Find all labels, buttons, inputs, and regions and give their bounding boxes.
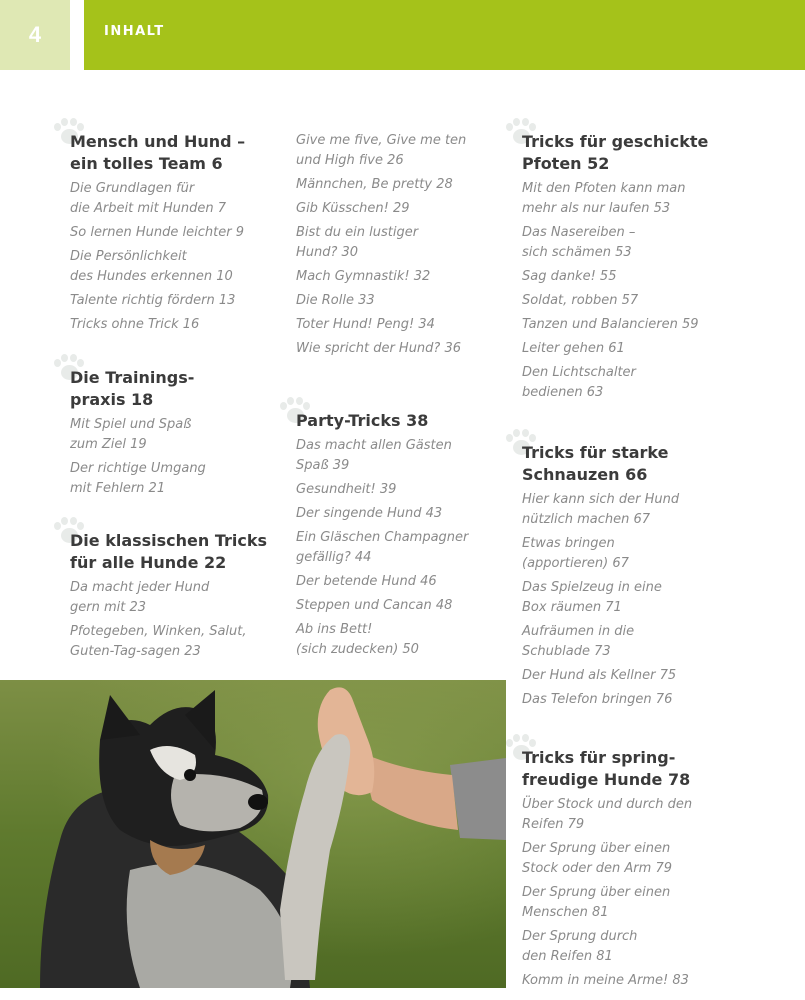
toc-entry: Komm in meine Arme! 83	[522, 973, 689, 988]
toc-entry: Der Hund als Kellner 75	[522, 668, 677, 683]
toc-entry: Bist du ein lustiger Hund? 30	[296, 225, 419, 260]
toc-entry: Toter Hund! Peng! 34	[296, 317, 435, 332]
page-number: 4	[28, 22, 42, 47]
toc-entry: Sag danke! 55	[522, 269, 617, 284]
toc-section-starke-schnauzen	[522, 442, 737, 710]
section-title: Party-Tricks 38	[296, 411, 429, 430]
toc-entry: Aufräumen in die Schublade 73	[522, 624, 635, 659]
toc-entry: Tanzen und Balancieren 59	[522, 317, 699, 332]
section-title: Tricks für spring- freudige Hunde 78	[522, 748, 691, 789]
page-title: INHALT	[104, 24, 165, 39]
toc-entry: So lernen Hunde leichter 9	[70, 225, 244, 240]
toc-entry: Da macht jeder Hund gern mit 23	[70, 580, 210, 615]
toc-entry: Gib Küsschen! 29	[296, 201, 410, 216]
toc-entry: Steppen und Cancan 48	[296, 598, 453, 613]
toc-entry: Die Rolle 33	[296, 293, 375, 308]
section-title: Tricks für starke Schnauzen 66	[522, 443, 669, 484]
toc-entry: Give me five, Give me ten und High five 26	[296, 133, 467, 168]
toc-section-mensch-und-hund	[70, 131, 285, 335]
toc-entry: Das Spielzeug in eine Box räumen 71	[522, 580, 662, 615]
toc-entry: Mach Gymnastik! 32	[296, 269, 431, 284]
toc-entry: Der Sprung über einen Menschen 81	[522, 885, 671, 920]
toc-section-klassische-tricks	[70, 530, 285, 662]
toc-entry: Der betende Hund 46	[296, 574, 437, 589]
toc-entry: Den Lichtschalter bedienen 63	[522, 365, 636, 400]
toc-entry: Das Nasereiben – sich schämen 53	[522, 225, 636, 260]
toc-entry: Etwas bringen (apportieren) 67	[522, 536, 629, 571]
toc-entry: Über Stock und durch den Reifen 79	[522, 797, 693, 832]
section-title: Tricks für geschickte Pfoten 52	[522, 132, 709, 173]
section-title: Mensch und Hund – ein tolles Team 6	[70, 132, 246, 173]
section-title: Die Trainings- praxis 18	[70, 368, 195, 409]
toc-entry: Soldat, robben 57	[522, 293, 639, 308]
toc-entry: Leiter gehen 61	[522, 341, 625, 356]
header-bar	[84, 0, 805, 70]
toc-entry: Das macht allen Gästen Spaß 39	[296, 438, 452, 473]
toc-continued-entries	[296, 131, 506, 359]
toc-entry: Tricks ohne Trick 16	[70, 317, 200, 332]
toc-entry: Mit den Pfoten kann man mehr als nur laufen 53	[522, 181, 686, 216]
toc-entry: Gesundheit! 39	[296, 482, 397, 497]
section-title: Die klassischen Tricks für alle Hunde 22	[70, 531, 268, 572]
toc-entry: Das Telefon bringen 76	[522, 692, 673, 707]
toc-entry: Pfotegeben, Winken, Salut, Guten-Tag-sagen 23	[70, 624, 247, 659]
dog-high-five-photo	[0, 680, 506, 988]
page-number-box	[0, 0, 70, 70]
toc-entry: Der richtige Umgang mit Fehlern 21	[70, 461, 206, 496]
toc-entry: Der Sprung durch den Reifen 81	[522, 929, 638, 964]
toc-entry: Der singende Hund 43	[296, 506, 443, 521]
toc-entry: Hier kann sich der Hund nützlich machen 67	[522, 492, 680, 527]
toc-entry: Wie spricht der Hund? 36	[296, 341, 462, 356]
toc-section-party-tricks	[296, 410, 506, 660]
toc-entry: Der Sprung über einen Stock oder den Arm 79	[522, 841, 672, 876]
toc-entry: Mit Spiel und Spaß zum Ziel 19	[70, 417, 192, 452]
toc-entry: Die Persönlichkeit des Hundes erkennen 10	[70, 249, 233, 284]
toc-entry: Ein Gläschen Champagner gefällig? 44	[296, 530, 469, 565]
toc-entry: Talente richtig fördern 13	[70, 293, 236, 308]
toc-section-springfreudige-hunde	[522, 747, 737, 991]
toc-entry: Männchen, Be pretty 28	[296, 177, 453, 192]
toc-section-geschickte-pfoten	[522, 131, 737, 403]
toc-entry: Die Grundlagen für die Arbeit mit Hunden 7	[70, 181, 226, 216]
toc-section-trainingspraxis	[70, 367, 285, 499]
toc-entry: Ab ins Bett! (sich zudecken) 50	[296, 622, 419, 657]
